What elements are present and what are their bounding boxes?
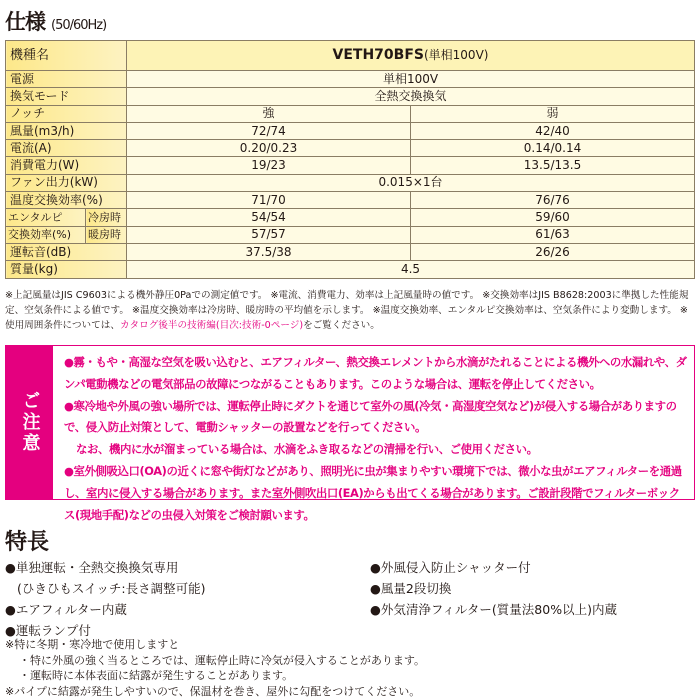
table-row	[6, 122, 695, 139]
row-value: 71/70	[127, 192, 411, 209]
row-value: 13.5/13.5	[411, 157, 695, 174]
feature-item: (ひきひもスイッチ:長さ調整可能)	[17, 581, 206, 596]
row-value: 0.015×1台	[127, 174, 695, 191]
row-label: 電流(A)	[6, 140, 127, 157]
row-value: 単相100V	[127, 71, 695, 88]
spec-title: 仕様 (50/60Hz)	[5, 10, 107, 34]
row-label: 換気モード	[6, 88, 127, 105]
row-value: 61/63	[411, 226, 695, 243]
table-row	[6, 209, 695, 226]
row-value: 42/40	[411, 122, 695, 139]
row-label: 暖房時	[86, 226, 127, 243]
row-label: 交換効率(%)	[6, 226, 86, 243]
table-row	[6, 41, 695, 71]
row-value: 0.20/0.23	[127, 140, 411, 157]
row-value: 57/57	[127, 226, 411, 243]
row-value: 76/76	[411, 192, 695, 209]
table-row	[6, 261, 695, 278]
table-row	[6, 140, 695, 157]
row-value: 54/54	[127, 209, 411, 226]
feature-item: ●単独運転・全熱交換換気専用	[5, 560, 179, 575]
row-value: 26/26	[411, 243, 695, 260]
features-left	[5, 557, 205, 641]
row-label: 温度交換効率(%)	[6, 192, 127, 209]
row-label: 風量(m3/h)	[6, 122, 127, 139]
features-title: 特長	[5, 530, 50, 555]
table-row	[6, 71, 695, 88]
table-row	[6, 174, 695, 191]
note-line: ・運転時に本体表面に結露が発生することがあります。	[19, 669, 294, 682]
features-right	[370, 557, 617, 620]
row-label: 運転音(dB)	[6, 243, 127, 260]
model-name: VETH70BFS(単相100V)	[127, 41, 695, 71]
row-value: 59/60	[411, 209, 695, 226]
row-value: 強	[127, 105, 411, 122]
row-value: 4.5	[127, 261, 695, 278]
row-value: 37.5/38	[127, 243, 411, 260]
note-line: ・特に外風の強く当るところでは、運転停止時に冷気が侵入することがあります。	[19, 653, 426, 667]
row-value: 全熱交換換気	[127, 88, 695, 105]
row-label: エンタルピ	[6, 209, 86, 226]
feature-item: ●風量2段切換	[370, 581, 452, 596]
row-value: 19/23	[127, 157, 411, 174]
caution-item: ●寒冷地や外風の強い場所では、運転停止時にダクトを通じて室外の風(冷気・高湿度空気など)が侵入する場合がありますので、侵入防止対策として、電動シャッターの設置などを行ってください。	[64, 398, 677, 435]
feature-item: ●エアフィルター内蔵	[5, 602, 127, 617]
caution-item: ●霧・もや・高湿な空気を吸い込むと、エアフィルター、熱交換エレメントから水滴がたれることによる機外への水漏れや、ダンパ電動機などの電気部品の故障につながることもあります。このような場合は、運転を停止してください。	[64, 355, 687, 391]
feature-notes	[5, 637, 425, 699]
note-line: ※パイプに結露が発生しやすいので、保温材を巻き、屋外に勾配をつけてください。	[5, 684, 421, 698]
row-label: 電源	[6, 71, 127, 88]
caution-label: ご注意	[6, 346, 53, 499]
note-line: ※特に冬期・寒冷地で使用しますと	[5, 638, 180, 651]
table-row	[6, 226, 695, 243]
caution-box	[5, 345, 695, 522]
table-row	[6, 88, 695, 105]
row-label: 冷房時	[86, 209, 127, 226]
table-row	[6, 243, 695, 260]
feature-item: ●運転ランプ付	[5, 623, 91, 638]
table-row	[6, 192, 695, 209]
row-label: ノッチ	[6, 105, 127, 122]
row-value: 0.14/0.14	[411, 140, 695, 157]
caution-item: ●室外側吸込口(OA)の近くに窓や街灯などがあり、照明光に虫が集まりやすい環境下では、微小な虫がエアフィルターを通過し、室内に侵入する場合があります。また室外側吹出口(EA)からも出てくる場合があります。ご設計段階でフィルターボックス(現地手配)などの虫侵入対策をご検討願います。	[64, 463, 682, 522]
table-row	[6, 105, 695, 122]
caution-item: なお、機内に水が溜まっている場合は、水滴をふき取るなどの清掃を行い、ご使用ください。	[76, 442, 538, 457]
feature-item: ●外気清浄フィルター(質量法80%以上)内蔵	[370, 602, 617, 617]
tech-page-link[interactable]: カタログ後半の技術編(目次:技術-0ページ)	[119, 320, 304, 331]
row-label: 質量(kg)	[6, 261, 127, 278]
row-value: 弱	[411, 105, 695, 122]
spec-table	[5, 40, 695, 279]
spec-notes: ※上記風量はJIS C9603による機外静圧0Paでの測定値です。 ※電流、消費電力、効率は上記風量時の値です。 ※交換効率はJIS B8628:2003に準拠した性能規定、空気条件による値です。 ※温度交換効率は冷房時、暖房時の平均値を示します。 ※温度交換効率、エンタルピ交換効率は、空気条件により変動します。 ※使用周囲条件については、カタログ後半の技術編(目次:技術-0ページ)をご覧ください。	[5, 290, 689, 331]
row-value: 72/74	[127, 122, 411, 139]
model-label: 機種名	[6, 41, 127, 71]
feature-item: ●外風侵入防止シャッター付	[370, 560, 531, 575]
row-label: 消費電力(W)	[6, 157, 127, 174]
row-label: ファン出力(kW)	[6, 174, 127, 191]
table-row	[6, 157, 695, 174]
